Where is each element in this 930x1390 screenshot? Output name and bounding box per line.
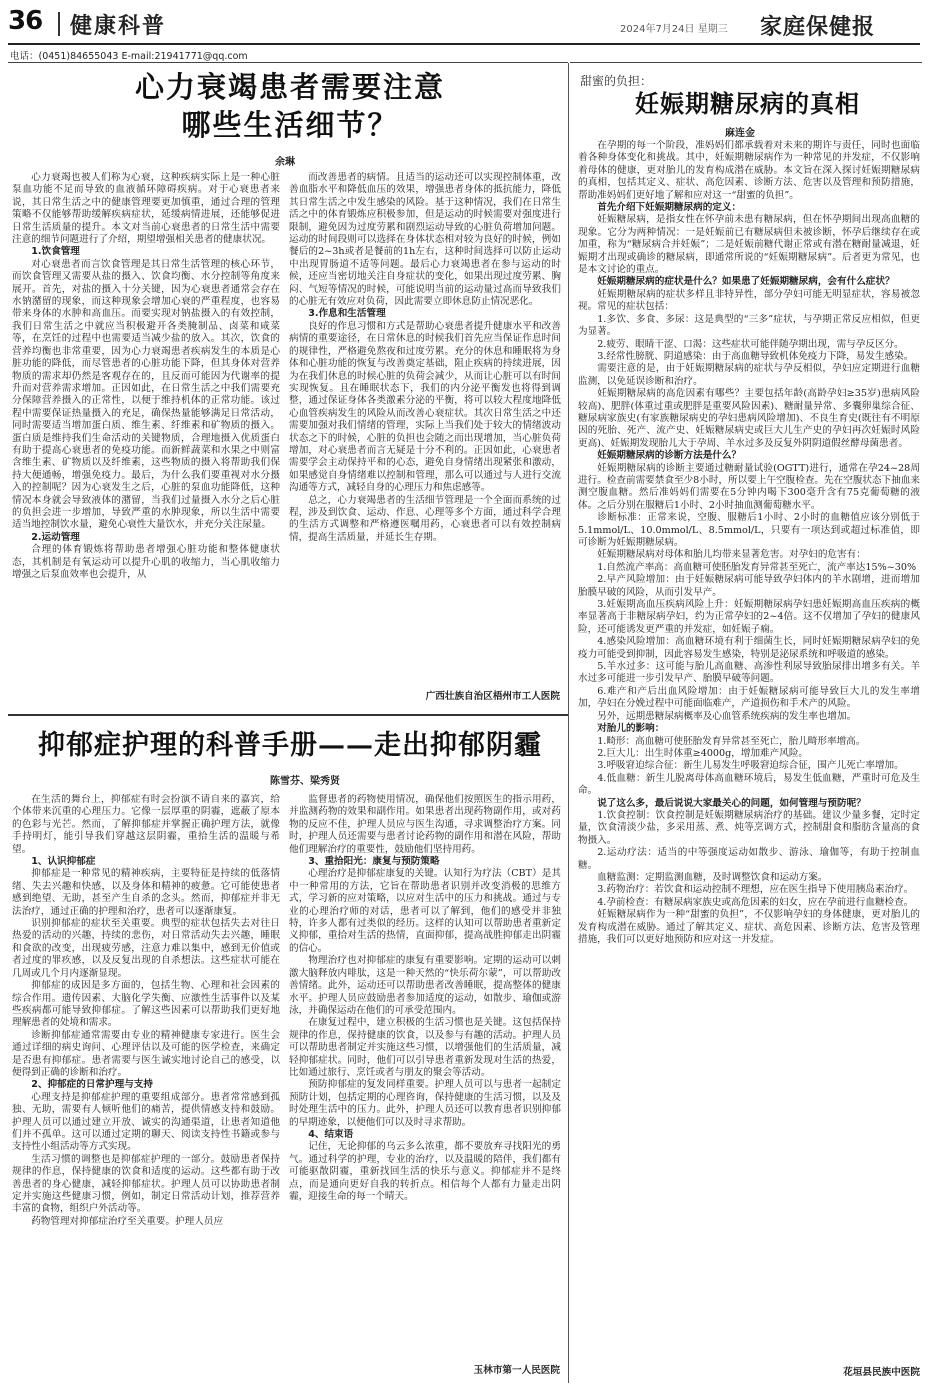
article2-title: 抑郁症护理的科普手册——走出抑郁阴霾	[38, 730, 542, 761]
paragraph: 合理的体育锻炼将帮助患者增强心脏功能和整体健康状态，其机制是有氧运动可以提升心肌的收缩力，当心肌收缩力增强之后泵血效率也会提升，从	[12, 544, 280, 580]
paragraph: 4.感染风险增加：高血糖环境有利于细菌生长，同时妊娠期糖尿病孕妇的免疫力可能受到抑制，因此容易发生感染，特别是泌尿系统和呼吸道的感染。	[578, 636, 920, 660]
paragraph: 在康复过程中，建立积极的生活习惯也是关键。这包括保持规律的作息，保持健康的饮食，以及参与有趣的活动。护理人员可以帮助患者制定并实施这些习惯，以增强他们的生活质量，减轻抑郁症状。同时，他们可以引导患者重新发现对生活的热爱，比如通过旅行、烹饪或者与朋友的聚会等活动。	[289, 1017, 561, 1078]
subheading: 首先介绍下妊娠期糖尿病的定义：	[597, 202, 742, 214]
paragraph: 妊娠期糖尿病对母体和胎儿均带来显著危害。对孕妇的危害有：	[597, 549, 866, 561]
paragraph: 1.畸形：高血糖可使胚胎发育异常甚至死亡，胎儿畸形率增高。	[597, 735, 866, 747]
paragraph: 识别抑郁症的症状至关重要。典型的症状包括失去对往日热爱的活动的兴趣，持续的悲伤，对日常活动失去兴趣，睡眠和食欲的改变，出现疲劳感，注意力难以集中，感到无价值或者过度的罪疚感，以及反复出现的自杀想法。这些症状可能在几周或几个月内逐渐显现。	[12, 918, 280, 979]
subheading: 1、认识抑郁症	[31, 856, 96, 868]
article3-title: 妊娠期糖尿病的真相	[635, 89, 860, 118]
paragraph: 心理支持是抑郁症护理的重要组成部分。患者常常感到孤独、无助，需要有人倾听他们的痛苦，提供情感支持和鼓励。护理人员可以通过建立开放、诚实的沟通渠道，让患者知道他们并不孤单。这可以通过定期的聊天、阅读支持性书籍或参与支持性小组活动等方式实现。	[12, 1091, 280, 1153]
header-rule	[8, 43, 920, 45]
article-separator	[8, 714, 568, 716]
subheading: 4、结束语	[308, 1128, 354, 1140]
article1-column-1	[12, 172, 280, 707]
paragraph: 2.巨大儿：出生时体重≥4000g，增加难产风险。	[597, 747, 809, 759]
contact-info: 电话：(0451)84655043 E-mail:21941771@qq.com	[10, 51, 248, 62]
paragraph: 心理治疗是抑郁症康复的关键。认知行为疗法（CBT）是其中一种常用的方法，它旨在帮助患者识别并改变消极的思维方式，学习新的应对策略，以应对生活中的压力和挑战。通过与专业的心理治疗师的对话，患者可以了解到，他们的感受并非独特，许多人都有过类似的经历。这样的认知可以帮助患者重新定义抑郁，重拾对生活的热情，直面抑郁，提高战胜抑郁走出阴霾的信心。	[289, 868, 561, 954]
article2-author: 陈雪芬、梁秀贤	[270, 776, 340, 787]
article3-body	[578, 140, 920, 1358]
paragraph: 对心衰患者而言饮食管理是其日常生活管理的核心环节，而饮食管理又需要从盐的摄入、饮食均衡、水分控制等角度来展开。首先，对盐的摄入十分关键，因为心衰患者通常会存在水钠潴留的现象，而这种现象会增加心衰的严重程度，也容易带来身体的水肿和高血压。而要实现对钠盐摄入的有效控制，我们日常生活之中就应当积极避开各类腌制品、卤菜和咸菜等，在烹饪的过程中也需要适当减少盐的放入。其次，饮食的营养均衡也非常重要，因为心力衰竭患者疾病发生的本质是心脏功能的降低，而尽管患者的心脏功能下降，但其身体对营养物质的需求却仍然是客观存在的，且反而可能因为代谢率的提升而对营养需求增加。正因如此，在日常生活之中我们需要充分保障营养摄入的正常性，以便于维持机体的正常功能。该过程中需要保证热量摄入的充足，确保热量能够满足日常活动，同时需要适当增加蛋白质、维生素、纤维素和矿物质的摄入。蛋白质是维持我们生命活动的关键物质，合理地摄入优质蛋白有助于提高心衰患者的免疫功能。而新鲜蔬菜和水果之中则富含维生素、矿物质以及纤维素，这些物质的摄入将帮助我们保持大便通畅，增强免疫力。最后，为什么我们要重视对水分摄入的控制呢？因为心衰发生之后，心脏的泵血功能降低，这种情况本身就会导致液体的潴留，当我们过量摄入水分之后心脏的负担会进一步增加，导致严重的水肿现象，所以生活中需要适当地控制饮水量，避免心衰性大量饮水，并充分关注尿量。	[12, 258, 280, 531]
paragraph: 1.饮食控制：饮食控制是妊娠期糖尿病治疗的基础。建议少量多餐，定时定量，饮食清淡少盐，多采用蒸、煮、炖等烹调方式，控制甜食和脂肪含量高的食物摄入。	[578, 809, 920, 846]
paragraph: 妊娠期糖尿病的高危因素有哪些？主要包括年龄(高龄孕妇≥35岁)患病风险较高)、肥胖(体重过重或肥胖是重要风险因素)、糖耐量异常、多囊卵巢综合征、糖尿病家族史(有家族糖尿病史的孕妇患病风险增加)、不良生育史(既往有不明原因的死胎、死产、流产史、妊娠糖尿病史或巨大儿生产史的孕妇再次妊娠时风险更高)、妊娠期发现胎儿大于孕周、羊水过多及反复外阴阴道假丝酵母菌患者。	[578, 388, 920, 449]
paragraph: 妊娠糖尿病作为一种“甜蜜的负担”，不仅影响孕妇的身体健康，更对胎儿的发育构成潜在威胁。通过了解其定义、症状、高危因素、诊断方法、危害及管理措施，我们可以更好地预防和应对这一并发症。	[578, 909, 920, 945]
paragraph: 而改善患者的病情。且适当的运动还可以实现控制体重，改善血脂水平和降低血压的效果，增强患者身体的抵抗能力，降低其日常生活之中发生感染的风险。基于这种情况，我们在日常生活之中的体育锻炼应积极参加，但是运动的时候需要对强度进行限制，避免因为过度劳累和剧烈运动导致的心脏负荷增加问题。运动的时间段则可以选择在身体状态相对较为良好的时候，例如餐后的2~3h或者是餐前的1h左右，这种时间选择可以防止运动中出现胃肠道不适等问题。最后心力衰竭患者在参与运动的时候，还应当密切地关注自身症状的变化，如果出现过度劳累、胸闷、气短等情况的时候，可能说明当前的运动量过高而导致我们的心脏无有效应对负荷，因此需要立即休息防止情况恶化。	[289, 172, 561, 308]
subheading: 1.饮食管理	[31, 246, 80, 258]
column-divider	[568, 63, 569, 1383]
paragraph: 抑郁症是一种常见的精神疾病，主要特征是持续的低落情绪、失去兴趣和快感，以及身体和精神的疲惫。它可能使患者感到绝望、无助，甚至产生自杀的念头。然而，抑郁症并非无法治疗，通过正确的护理和治疗，患者可以逐渐康复。	[12, 868, 280, 917]
article3-source: 花垣县民族中医院	[843, 1367, 920, 1378]
paragraph: 4.孕前检查：有糖尿病家族史或高危因素的妇女，应在孕前进行血糖检查。	[597, 896, 914, 908]
paragraph: 诊断标准：正常来说，空腹、服糖后1小时、2小时的血糖值应该分别低于5.1mmol/L、10.0mmol/L、8.5mmol/L，只要有一项达到或超过标准值，即可诊断为妊娠期糖尿病。	[578, 512, 920, 548]
paragraph: 妊娠期糖尿病的症状多样且非特异性，部分孕妇可能无明显症状，容易被忽视。常见的症状包括：	[578, 288, 920, 313]
subheading: 3、重拾阳光：康复与预防策略	[308, 856, 440, 868]
article2-column-2	[289, 794, 561, 1354]
paragraph: 1.自然流产率高：高血糖可使胚胎发育异常甚至死亡，流产率达15%~30%	[597, 561, 917, 573]
subheading: 妊娠期糖尿病的症状是什么？如果患了妊娠期糖尿病，会有什么症状？	[597, 276, 895, 288]
subheading: 3.作息和生活管理	[308, 308, 386, 320]
paragraph: 妊娠期糖尿病的诊断主要通过糖耐量试验(OGTT)进行，通常在孕24~28周进行。检查前需要禁食至少8小时，所以要上午空腹检查。先在空腹状态下抽血来测空腹血糖。然后准妈妈们需要在5分钟内喝下300毫升含有75克葡萄糖的液体。之后分别在服糖后1小时、2小时抽血测葡萄糖水平。	[578, 462, 920, 511]
article2-source: 玉林市第一人民医院	[473, 1365, 560, 1376]
paragraph: 4.低血糖：新生儿脱离母体高血糖环境后，易发生低血糖，严重时可危及生命。	[578, 772, 920, 797]
section-title: 健康科普	[70, 13, 167, 39]
paragraph: 监督患者的药物使用情况，确保他们按照医生的指示用药，并监测药物的效果和副作用。如果患者出现药物副作用，或对药物的反应不佳，护理人员应与医生沟通，寻求调整治疗方案。同时，护理人员还需要与患者讨论药物的副作用和潜在风险，帮助他们理解治疗的重要性，鼓励他们坚持用药。	[289, 794, 561, 855]
subheading: 对胎儿的影响：	[597, 723, 665, 735]
top-rule	[8, 62, 568, 63]
subheading: 说了这么多，最后说说大家最关心的问题，如何管理与预防呢？	[597, 797, 866, 809]
article3-author: 麻连金	[725, 128, 755, 139]
paragraph: 在生活的舞台上，抑郁症有时会扮演不请自来的嘉宾，给个体带来沉重的心理压力。它像一层厚重的阴霾，遮蔽了原本的色彩与光芒。然而，了解抑郁症并掌握正确护理方法，就像手持明灯，能引导我们穿越这层阴霾，重拾生活的温暖与希望。	[12, 794, 280, 855]
paragraph: 2.疲劳、眼睛干涩、口渴：这些症状可能伴随孕期出现，需与孕反区分。	[597, 338, 904, 350]
paragraph: 生活习惯的调整也是抑郁症护理的一部分。鼓励患者保持规律的作息，保持健康的饮食和适度的运动。这些都有助于改善患者的身心健康，减轻抑郁症状。护理人员可以协助患者制定并实施这些健康习惯，例如，制定日常活动计划，推荐营养丰富的食物，组织户外活动等。	[12, 1153, 280, 1215]
page-number: 36	[8, 6, 43, 36]
newspaper-name: 家庭保健报	[760, 14, 876, 40]
article3-kicker: 甜蜜的负担：	[580, 74, 653, 88]
paragraph: 在孕期的每一个阶段，准妈妈们都承载着对未来的期许与责任，同时也面临着各种身体变化和挑战。其中，妊娠期糖尿病作为一种常见的并发症，不仅影响着母体的健康，更对胎儿的发育构成潜在威胁。本文旨在深入探讨妊娠期糖尿病的真相，包括其定义、症状、高危因素、诊断方法、危害以及管理和预防措施，帮助准妈妈们更好地了解和应对这一“甜蜜的负担”。	[578, 140, 920, 201]
paragraph: 心力衰竭也被人们称为心衰，这种疾病实际上是一种心脏泵血功能不足而导致的血液循环障碍疾病。对于心衰患者来说，其日常生活之中的健康管理要更加慎重，通过合理的管理策略不仅能够帮助缓解疾病症状，延缓病情进展，还能够促进日常生活质量的提升。本文对当前心衰患者的日常生活中需要注意的细节问题进行了介绍，期望增强相关患者的健康状况。	[12, 172, 280, 246]
issue-date: 2024年7月24日 星期三	[620, 24, 728, 35]
paragraph: 3.呼吸窘迫综合征：新生儿易发生呼吸窘迫综合征，围产儿死亡率增加。	[597, 760, 904, 772]
paragraph: 5.羊水过多：这可能与胎儿高血糖、高渗性利尿导致胎尿排出增多有关。羊水过多可能进一步引发早产、胎膜早破等问题。	[578, 661, 920, 685]
paragraph: 6.难产和产后出血风险增加：由于妊娠糖尿病可能导致巨大儿的发生率增加，孕妇在分娩过程中可能面临难产，产道损伤和手术产的风险。	[578, 685, 920, 710]
article2-column-1	[12, 794, 280, 1384]
article1-title-line1: 心力衰竭患者需要注意	[134, 70, 445, 104]
paragraph: 总之，心力衰竭患者的生活细节管理是一个全面而系统的过程，涉及到饮食、运动、作息、心理等多个方面，通过科学合理的生活方式调整和严格遵医嘱用药，心衰患者可以有效控制病情，提高生活质量，并延长生存期。	[289, 494, 561, 543]
paragraph: 妊娠糖尿病，是指女性在怀孕前未患有糖尿病，但在怀孕期间出现高血糖的现象。它分为两种情况：一是妊娠前已有糖尿病但未被诊断，怀孕后继续存在或加重，称为“糖尿病合并妊娠”；二是妊娠前糖代谢正常或有潜在糖耐量减退，妊娠期才出现或确诊的糖尿病，即通常所说的“妊娠期糖尿病”。后者更为常见，也是本文讨论的重点。	[578, 214, 920, 276]
paragraph: 诊断抑郁症通常需要由专业的精神健康专家进行。医生会通过详细的病史询问、心理评估以及可能的医学检查，来确定是否患有抑郁症。患者需要与医生诚实地讨论自己的感受，以便得到正确的诊断和治疗。	[12, 1029, 280, 1078]
article1-column-2	[289, 172, 561, 662]
header-divider	[58, 12, 60, 36]
subheading: 2.运动管理	[31, 531, 80, 543]
paragraph: 需要注意的是，由于妊娠期糖尿病的症状与孕反相似，孕妇应定期进行血糖监测，以免延误诊断和治疗。	[578, 363, 920, 387]
article1-title	[20, 68, 560, 144]
paragraph: 1.多饮、多食、多尿：这是典型的“三多”症状，与孕期正常反应相似，但更为显著。	[578, 313, 920, 338]
subheading: 妊娠期糖尿病的诊断方法是什么？	[597, 450, 742, 462]
paragraph: 药物管理对抑郁症治疗至关重要。护理人员应	[31, 1215, 224, 1227]
article1-source: 广西壮族自治区梧州市工人医院	[425, 691, 560, 702]
article1-title-line2: 哪些生活细节？	[181, 108, 399, 142]
paragraph: 抑郁症的成因是多方面的，包括生物、心理和社会因素的综合作用。遗传因素、大脑化学失衡、应激性生活事件以及某些疾病都可能导致抑郁症。了解这些因素可以帮助我们更好地理解患者的处境和需求。	[12, 980, 280, 1029]
paragraph: 物理治疗也对抑郁症的康复有重要影响。定期的运动可以刺激大脑释放内啡肽，这是一种天然的“快乐荷尔蒙”，可以帮助改善情绪。此外，运动还可以帮助患者改善睡眠，提高整体的健康水平。护理人员应鼓励患者参加适度的运动，如散步、瑜伽或游泳，并确保运动在他们的可承受范围内。	[289, 955, 561, 1016]
subheading: 2、抑郁症的日常护理与支持	[31, 1079, 153, 1091]
paragraph: 另外，远期患糖尿病概率及心血管系统疾病的发生率也增加。	[597, 710, 857, 722]
paragraph: 3.药物治疗：若饮食和运动控制不理想，应在医生指导下使用胰岛素治疗。	[597, 884, 914, 896]
paragraph: 预防抑郁症的复发同样重要。护理人员可以与患者一起制定预防计划，包括定期的心理咨询，保持健康的生活习惯，以及及时处理生活中的压力。此外，护理人员还可以教育患者识别抑郁的早期迹象，以便他们可以及时寻求帮助。	[289, 1079, 561, 1128]
paragraph: 良好的作息习惯和方式是帮助心衰患者提升健康水平和改善病情的重要途径，在日常休息的时候我们首先应当保证作息时间的规律性，严格避免熬夜和过度劳累。充分的休息和睡眠将为身体和心脏功能的恢复与改善奠定基础，阻止疾病的持续进展，因为在我们休息的时候心脏的负荷会减少，从而让心脏可以有时间实现恢复。且在睡眠状态下，我们的内分泌平衡发也将得到调整，通过保证身体各类激素分泌的平衡，将可以较大程度地降低心血管疾病发生的风险从而改善心衰症状。其次日常生活之中还需要加强对我们情绪的管理，实际上当我们处于较大的情绪波动状态之下的时候，心脏的负担也会随之而出现增加，当心脏负荷增加，对心衰患者而言无疑是十分不利的。正因如此，心衰患者需要学会主动保持平和的心态，避免自身情绪出现紧张和激动，如果感觉自身情绪难以控制和管理，那么可以通过与人进行交流沟通等方式，减轻自身的心理压力和焦虑感等。	[289, 320, 561, 494]
paragraph: 3.妊娠期高血压疾病风险上升：妊娠期糖尿病孕妇患妊娠期高血压疾病的概率显著高于非糖尿病孕妇，约为正常孕妇的2~4倍。这不仅增加了孕妇的健康风险，还可能诱发更严重的并发症，如妊娠子痫。	[578, 599, 920, 635]
paragraph: 血糖监测：定期监测血糖，及时调整饮食和运动方案。	[597, 871, 828, 883]
right-top-rule	[570, 62, 922, 63]
paragraph: 2.运动疗法：适当的中等强度运动如散步、游泳、瑜伽等，有助于控制血糖。	[578, 847, 920, 871]
paragraph: 2.早产风险增加：由于妊娠糖尿病可能导致孕妇体内的羊水剧增，进而增加胎膜早破的风险，从而引发早产。	[578, 574, 920, 598]
paragraph: 3.经常性膀胱、阴道感染：由于高血糖导致机体免疫力下降，易发生感染。	[597, 350, 914, 362]
paragraph: 记住，无论抑郁的乌云多么浓重，都不要放弃寻找阳光的勇气。通过科学的护理，专业的治疗，以及温暖的陪伴，我们都有可能驱散阴霾，重新找回生活的快乐与意义。抑郁症并不是终点，而是通向更好自我的转折点。相信每个人都有力量走出阴霾，迎接生命的每一个晴天。	[289, 1141, 561, 1202]
article1-author: 余琳	[275, 157, 295, 168]
